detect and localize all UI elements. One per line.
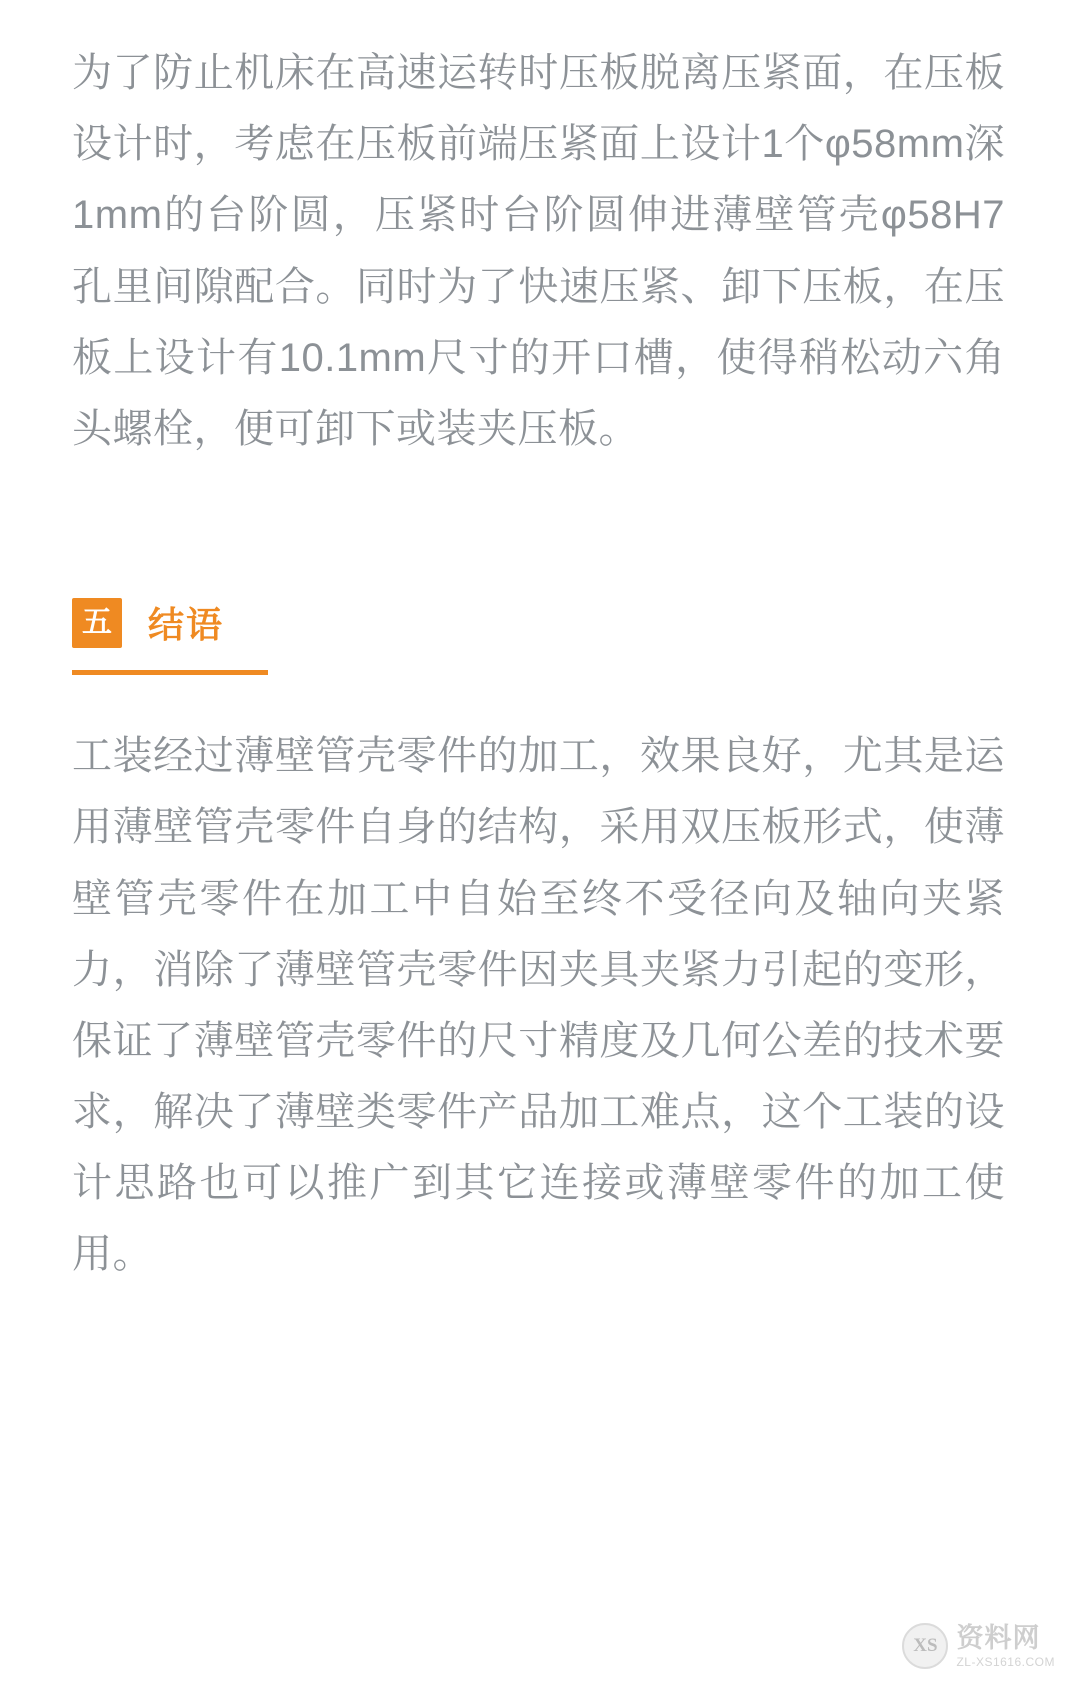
section-title: 结语 — [148, 604, 225, 646]
section-underline — [72, 670, 268, 675]
section-number-badge: 五 — [72, 598, 122, 648]
watermark — [902, 1623, 1055, 1669]
watermark-texts — [956, 1622, 1055, 1669]
body-paragraph: 为了防止机床在高速运转时压板脱离压紧面，在压板设计时，考虑在压板前端压紧面上设计1个φ58mm深1mm的台阶圆，压紧时台阶圆伸进薄壁管壳φ58H7孔里间隙配合。同时为了快速压紧、卸下压板，在压板上设计有10.1mm尺寸的开口槽，使得稍松动六角头螺栓，便可卸下或装夹压板。 — [72, 51, 1005, 451]
watermark-site-url: ZL-XS1616.COM — [956, 1654, 1055, 1669]
section-body-paragraph: 工装经过薄壁管壳零件的加工，效果良好，尤其是运用薄壁管壳零件自身的结构，采用双压板形式，使薄壁管壳零件在加工中自始至终不受径向及轴向夹紧力，消除了薄壁管壳零件因夹具夹紧力引起的变形，保证了薄壁管壳零件的尺寸精度及几何公差的技术要求，解决了薄壁类零件产品加工难点，这个工装的设计思路也可以推广到其它连接或薄壁零件的加工使用。 — [72, 734, 1005, 1277]
section-heading — [72, 597, 268, 648]
watermark-logo-icon: XS — [902, 1623, 948, 1669]
watermark-site-name: 资料网 — [956, 1622, 1041, 1653]
